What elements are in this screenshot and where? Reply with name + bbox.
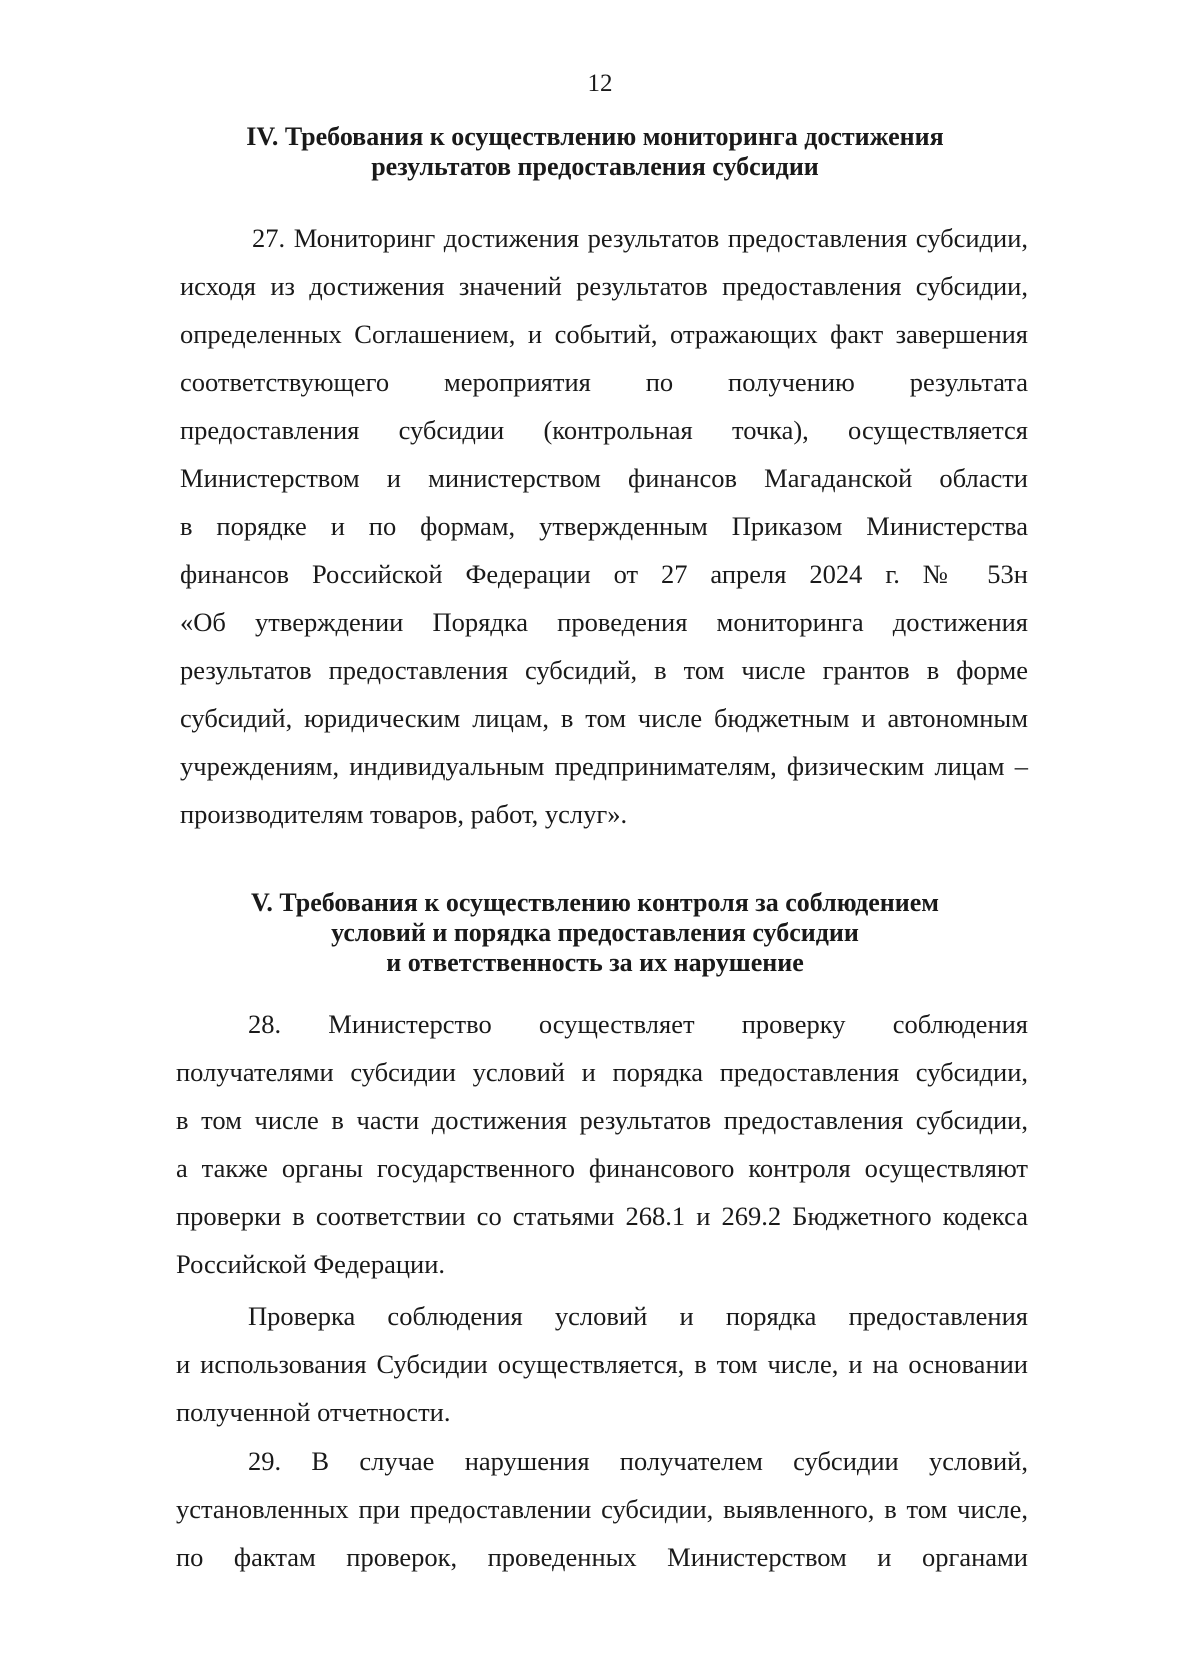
text-line: соответствующего мероприятия по получению результата — [180, 367, 1028, 397]
heading-line: результатов предоставления субсидии — [371, 152, 819, 181]
text-line: финансов Российской Федерации от 27 апреля 2024 г. № 53н — [180, 559, 1028, 589]
text-line: субсидий, юридическим лицам, в том числе бюджетным и автономным — [180, 703, 1028, 733]
text-line: 29. В случае нарушения получателем субсидии условий, — [248, 1446, 1028, 1476]
text-line: по фактам проверок, проведенных Министерством и органами — [176, 1542, 1028, 1572]
section-5-heading — [170, 888, 1020, 978]
text-line: Министерством и министерством финансов Магаданской области — [180, 463, 1028, 493]
text-line: полученной отчетности. — [176, 1397, 451, 1427]
section-4-heading — [170, 122, 1020, 182]
paragraph-27 — [180, 214, 1028, 838]
text-line: учреждениям, индивидуальным предпринимателям, физическим лицам – — [180, 751, 1028, 781]
text-line: определенных Соглашением, и событий, отражающих факт завершения — [180, 319, 1028, 349]
text-line: исходя из достижения значений результатов предоставления субсидии, — [180, 271, 1028, 301]
text-line: «Об утверждении Порядка проведения мониторинга достижения — [180, 607, 1028, 637]
text-line: в порядке и по формам, утвержденным Приказом Министерства — [180, 511, 1028, 541]
text-line: результатов предоставления субсидий, в том числе грантов в форме — [180, 655, 1028, 685]
heading-line: IV. Требования к осуществлению мониторинга достижения — [246, 122, 944, 151]
text-line: проверки в соответствии со статьями 268.1 и 269.2 Бюджетного кодекса — [176, 1201, 1028, 1231]
heading-line: условий и порядка предоставления субсидии — [331, 918, 859, 947]
heading-line: V. Требования к осуществлению контроля за соблюдением — [251, 888, 939, 917]
text-line: производителям товаров, работ, услуг». — [180, 799, 628, 829]
paragraph-verification — [176, 1292, 1028, 1436]
text-line: 28. Министерство осуществляет проверку соблюдения — [248, 1009, 1028, 1039]
text-line: Проверка соблюдения условий и порядка предоставления — [248, 1301, 1028, 1331]
text-line: и использования Субсидии осуществляется, в том числе, и на основании — [176, 1349, 1028, 1379]
text-line: а также органы государственного финансового контроля осуществляют — [176, 1153, 1028, 1183]
text-line: Российской Федерации. — [176, 1249, 445, 1279]
text-line: 27. Мониторинг достижения результатов предоставления субсидии, — [252, 223, 1028, 253]
text-line: получателями субсидии условий и порядка предоставления субсидии, — [176, 1057, 1028, 1087]
paragraph-29 — [176, 1437, 1028, 1581]
page-number: 12 — [587, 70, 613, 97]
paragraph-28 — [176, 1000, 1028, 1288]
text-line: в том числе в части достижения результатов предоставления субсидии, — [176, 1105, 1028, 1135]
text-line: установленных при предоставлении субсидии, выявленного, в том числе, — [176, 1494, 1028, 1524]
text-line: предоставления субсидии (контрольная точка), осуществляется — [180, 415, 1028, 445]
heading-line: и ответственность за их нарушение — [386, 948, 804, 977]
